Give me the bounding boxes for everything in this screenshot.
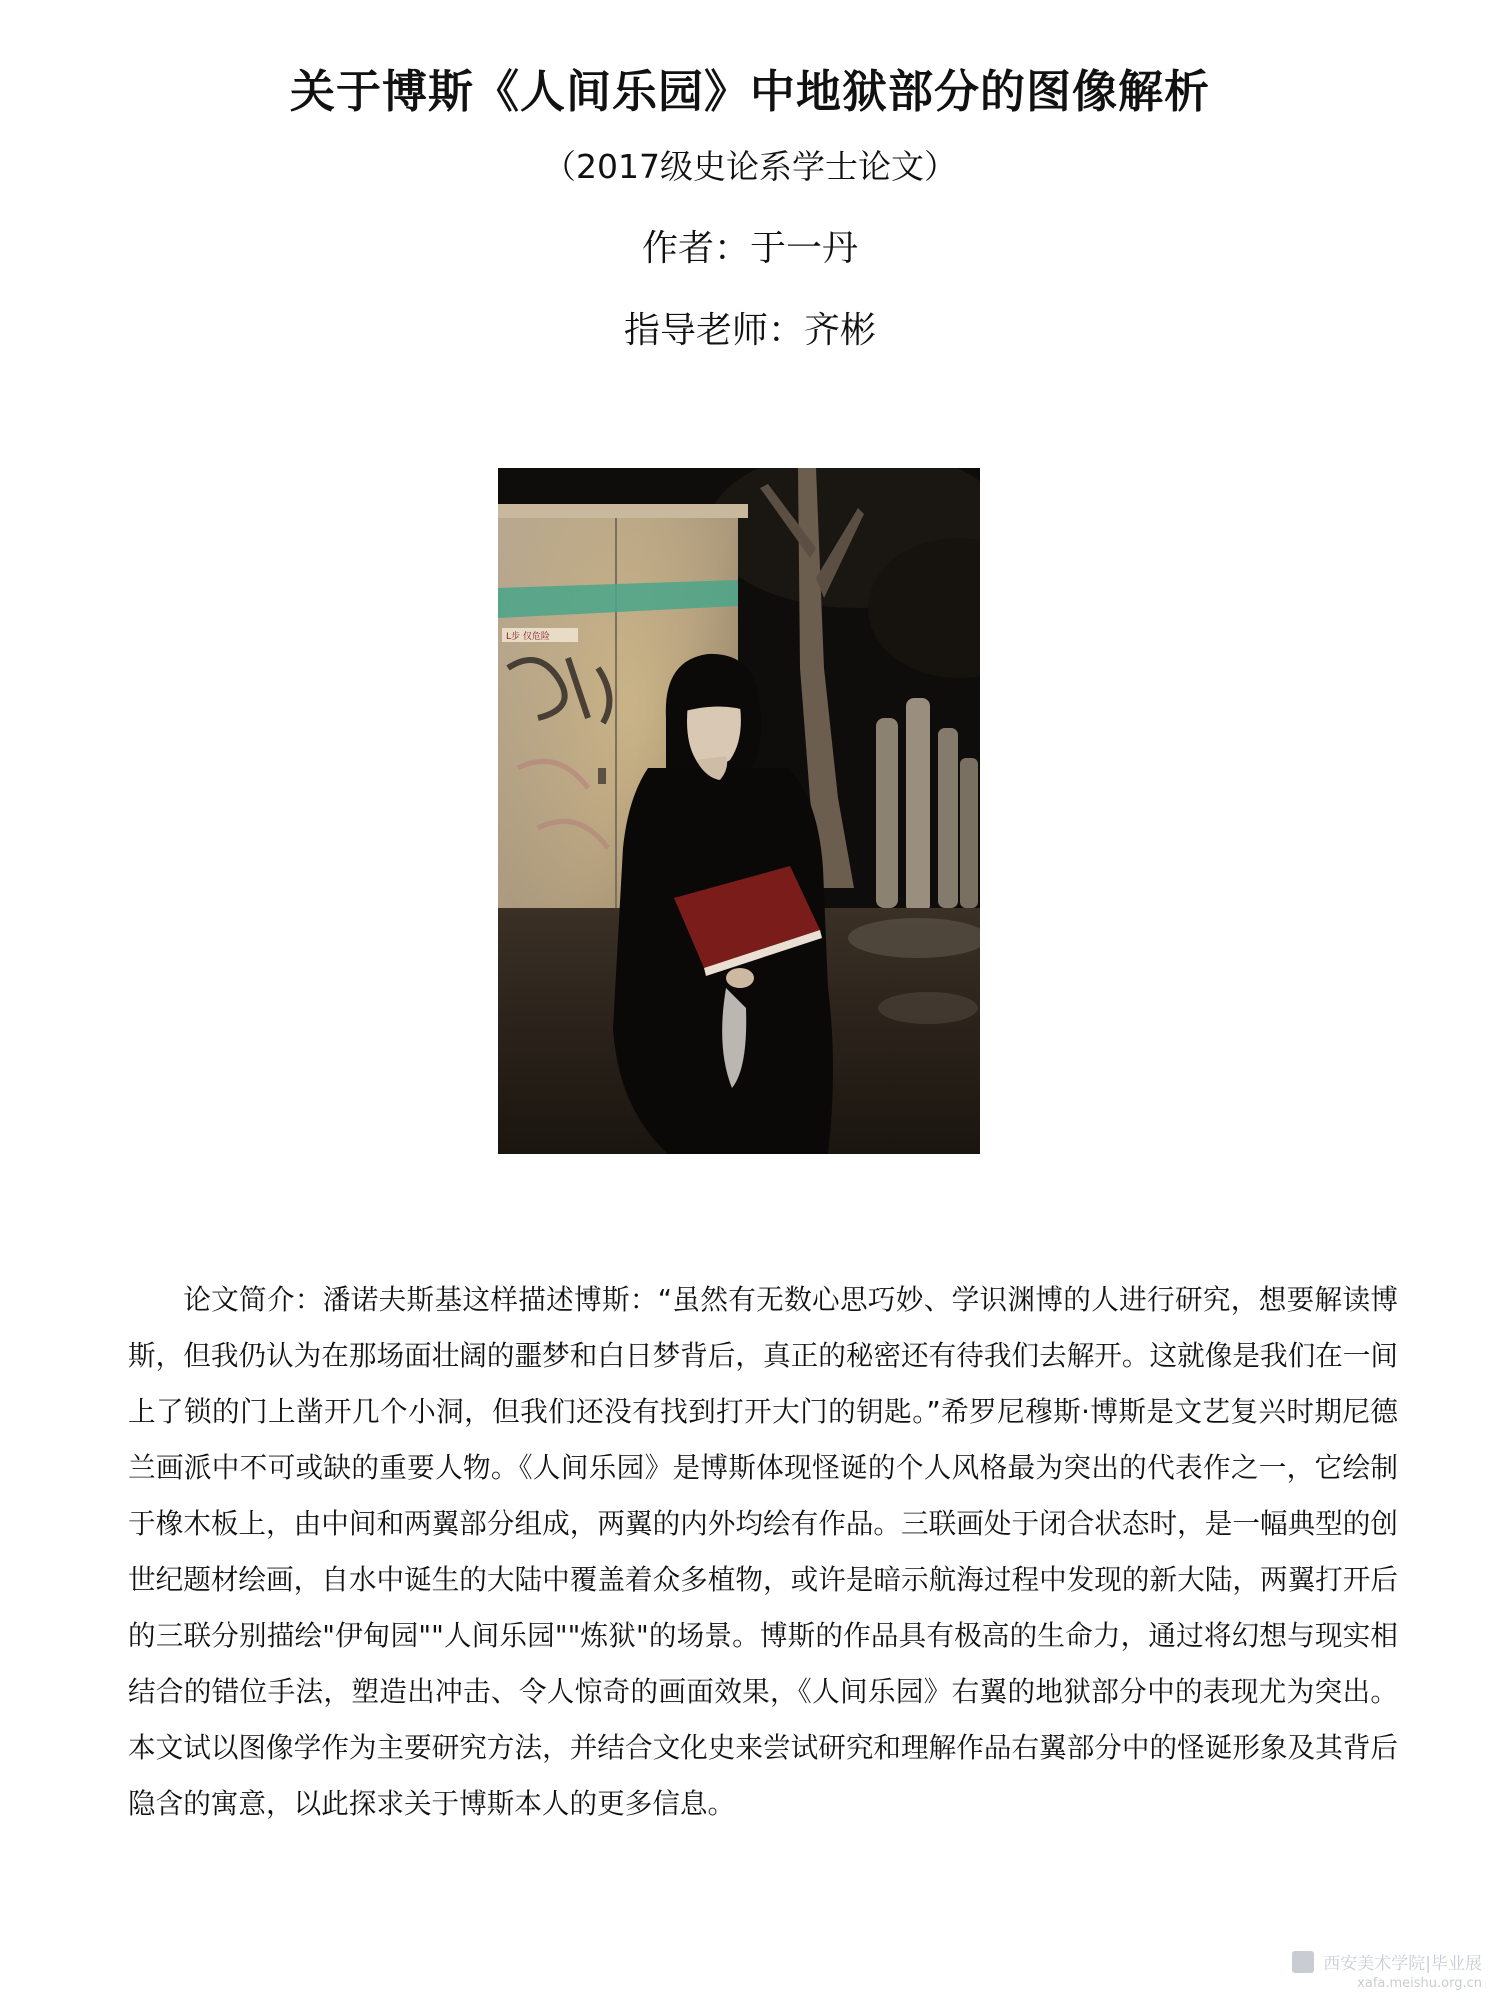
watermark <box>1292 1949 1482 1991</box>
school-logo-icon <box>1292 1951 1314 1973</box>
abstract-paragraph: 论文简介：潘诺夫斯基这样描述博斯：“虽然有无数心思巧妙、学识渊博的人进行研究，想要解读博斯，但我仍认为在那场面壮阔的噩梦和白日梦背后，真正的秘密还有待我们去解开。这就像是我们在一间上了锁的门上凿开几个小洞，但我们还没有找到打开大门的钥匙。”希罗尼穆斯·博斯是文艺复兴时期尼德兰画派中不可或缺的重要人物。《人间乐园》是博斯体现怪诞的个人风格最为突出的代表作之一，它绘制于橡木板上，由中间和两翼部分组成，两翼的内外均绘有作品。三联画处于闭合状态时，是一幅典型的创世纪题材绘画，自水中诞生的大陆中覆盖着众多植物，或许是暗示航海过程中发现的新大陆，两翼打开后的三联分别描绘"伊甸园""人间乐园""炼狱"的场景。博斯的作品具有极高的生命力，通过将幻想与现实相结合的错位手法，塑造出冲击、令人惊奇的画面效果，《人间乐园》右翼的地狱部分中的表现尤为突出。本文试以图像学作为主要研究方法，并结合文化史来尝试研究和理解作品右翼部分中的怪诞形象及其背后隐含的寓意，以此探求关于博斯本人的更多信息。 <box>128 1283 1398 1820</box>
author-portrait-photo <box>498 468 980 1154</box>
watermark-name: 西安美术学院|毕业展 <box>1323 1954 1482 1974</box>
cabinet-sign: L步 仅危险 <box>506 632 550 642</box>
advisor-line: 指导老师：齐彬 <box>623 310 876 351</box>
watermark-url: xafa.meishu.org.cn <box>1357 1976 1482 1991</box>
document-title: 关于博斯《人间乐园》中地狱部分的图像解析 <box>289 65 1210 118</box>
author-line: 作者：于一丹 <box>641 228 858 269</box>
stone-pillar <box>876 718 898 908</box>
document-subtitle: （2017级史论系学士论文） <box>543 147 957 186</box>
portrait-illustration <box>498 468 980 1154</box>
